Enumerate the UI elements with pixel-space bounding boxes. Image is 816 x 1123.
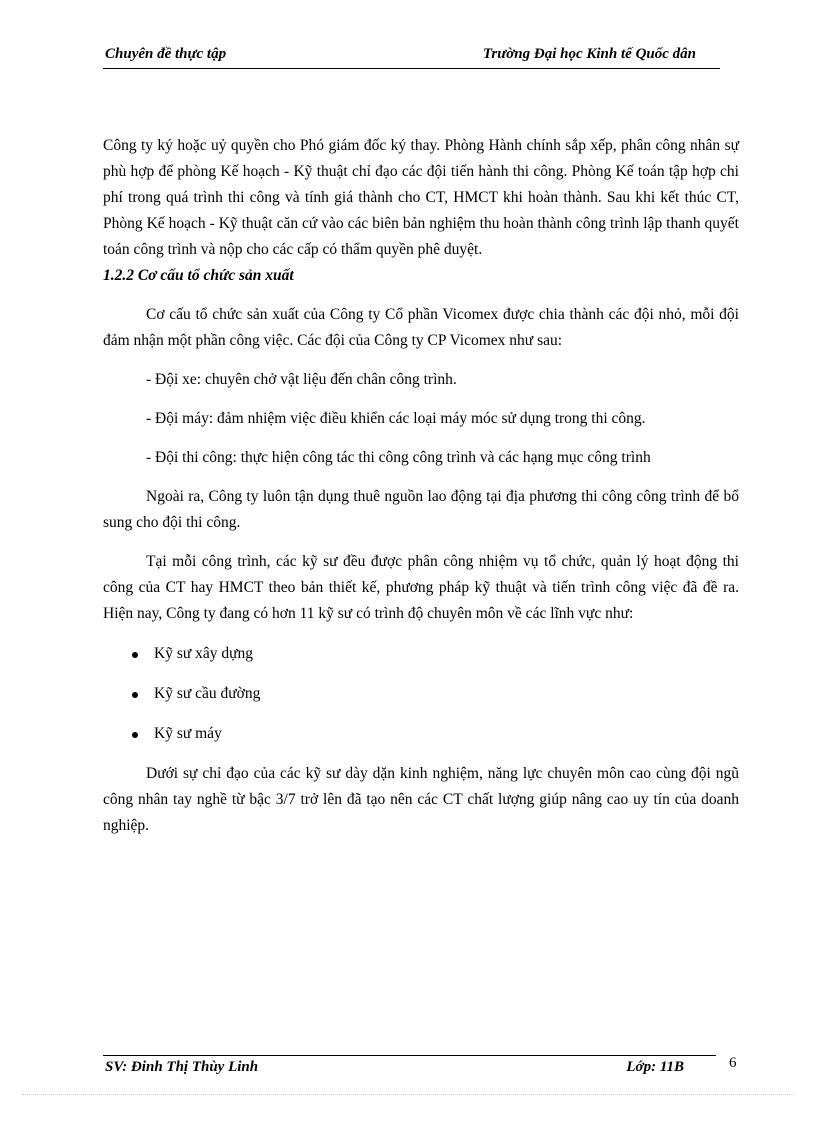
paragraph-3: Ngoài ra, Công ty luôn tận dụng thuê nguồn lao động tại địa phương thi công công trình để bổ sung cho đội thi công. xyxy=(103,488,739,531)
footer-student: SV: Đinh Thị Thùy Linh xyxy=(105,1059,259,1075)
header-right: Trường Đại học Kinh tế Quốc dân xyxy=(482,46,696,62)
footer-class: Lớp: 11B xyxy=(626,1059,684,1075)
page-body xyxy=(103,133,739,839)
team-item-1: - Đội xe: chuyên chở vật liệu đến chân công trình. xyxy=(146,371,457,388)
list-item-text: Kỹ sư máy xyxy=(154,725,222,742)
list-item xyxy=(103,681,739,707)
list-item xyxy=(103,641,739,667)
list-item xyxy=(103,721,739,747)
bullet-icon xyxy=(132,652,138,658)
list-item-text: Kỹ sư xây dựng xyxy=(154,645,254,662)
team-item-2: - Đội máy: đảm nhiệm việc điều khiển các loại máy móc sử dụng trong thi công. xyxy=(146,410,646,427)
bullet-icon xyxy=(132,732,138,738)
header-left: Chuyên đề thực tập xyxy=(105,46,227,62)
page-number: 6 xyxy=(729,1055,737,1071)
paragraph-5: Dưới sự chỉ đạo của các kỹ sư dày dặn kinh nghiệm, năng lực chuyên môn cao cùng đội ngũ công nhân tay nghề từ bậc 3/7 trở lên đã tạo nên các CT chất lượng giúp nâng cao uy tín của doanh nghiệp. xyxy=(103,765,739,834)
page-bottom-divider xyxy=(22,1094,794,1095)
paragraph-2: Cơ cấu tổ chức sản xuất của Công ty Cổ phần Vicomex được chia thành các đội nhỏ, mỗi đội đảm nhận một phần công việc. Các đội của Công ty CP Vicomex như sau: xyxy=(103,306,739,349)
paragraph-4: Tại mỗi công trình, các kỹ sư đều được phân công nhiệm vụ tổ chức, quản lý hoạt động thi công của CT hay HMCT theo bản thiết kế, phương pháp kỹ thuật và tiến trình công việc đã đề ra. Hiện nay, Công ty đang có hơn 11 kỹ sư có trình độ chuyên môn về các lĩnh vực như: xyxy=(103,553,739,622)
list-item-text: Kỹ sư cầu đường xyxy=(154,685,261,702)
section-heading: 1.2.2 Cơ cấu tổ chức sản xuất xyxy=(103,267,294,284)
bullet-icon xyxy=(132,692,138,698)
engineer-list xyxy=(103,641,739,747)
page-footer xyxy=(103,1055,716,1075)
paragraph-1: Công ty ký hoặc uỷ quyền cho Phó giám đốc ký thay. Phòng Hành chính sắp xếp, phân công nhân sự phù hợp để phòng Kế hoạch - Kỹ thuật chỉ đạo các đội tiến hành thi công. Phòng Kế toán tập hợp chi phí trong quá trình thi công và tính giá thành cho CT, HMCT khi hoàn thành. Sau khi kết thúc CT, Phòng Kế hoạch - Kỹ thuật căn cứ vào các biên bản nghiệm thu hoàn thành công trình lập thanh quyết toán công trình và nộp cho các cấp có thẩm quyền phê duyệt. xyxy=(103,137,739,258)
team-item-3: - Đội thi công: thực hiện công tác thi công công trình và các hạng mục công trình xyxy=(146,449,651,466)
page-header xyxy=(103,46,720,69)
